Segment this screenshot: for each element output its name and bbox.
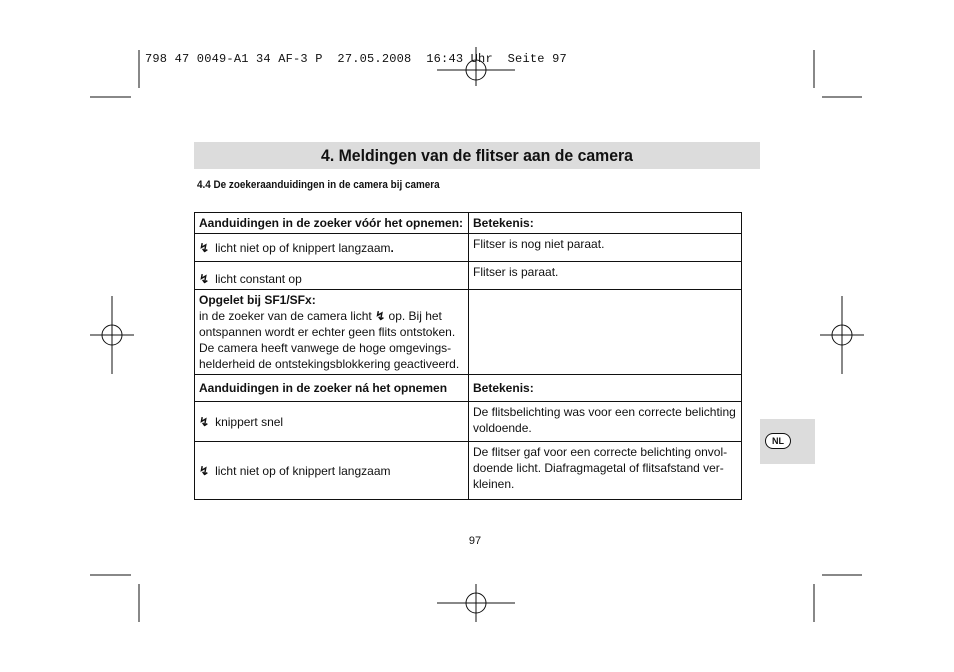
flash-icon: ↯ (199, 463, 210, 478)
table-header-row (195, 375, 742, 402)
indication-cell (195, 402, 469, 442)
flash-icon: ↯ (199, 272, 210, 286)
note-empty-cell (469, 290, 742, 375)
note-line: ontspannen wordt er echter geen flits ontstoken. (199, 325, 456, 339)
header-meaning: Betekenis: (469, 375, 742, 402)
page-number: 97 (468, 535, 482, 547)
print-header: 798 47 0049-A1 34 AF-3 P 27.05.2008 16:43 Uhr Seite 97 (145, 52, 567, 66)
header-indication-before: Aanduidingen in de zoeker vóór het opnemen: (195, 213, 469, 234)
note-line: De camera heeft vanwege de hoge omgevings- (199, 341, 452, 355)
note-label: Opgelet bij SF1/SFx: (199, 293, 316, 307)
subsection-title: 4.4 De zoekeraanduidingen in de camera bij camera (197, 179, 440, 191)
table-row (195, 442, 742, 500)
registration-mark-left (90, 296, 134, 374)
table-row (195, 234, 742, 262)
registration-mark-bottom (437, 584, 515, 622)
note-line: in de zoeker van de camera licht ↯ op. Bij het (199, 309, 442, 323)
indication-cell (195, 262, 469, 290)
indication-cell (195, 234, 469, 262)
registration-mark-right (820, 296, 864, 374)
flash-icon: ↯ (199, 240, 210, 255)
note-row (195, 290, 742, 375)
table-header-row (195, 213, 742, 234)
indication-text: licht constant op (215, 272, 302, 286)
indication-text: licht niet op of knippert langzaam (215, 240, 391, 255)
header-indication-after: Aanduidingen in de zoeker ná het opnemen (195, 375, 469, 402)
meaning-cell: Flitser is nog niet paraat. (469, 234, 742, 262)
header-meaning: Betekenis: (469, 213, 742, 234)
section-title: 4. Meldingen van de flitser aan de camera (321, 146, 633, 165)
indication-cell (195, 442, 469, 500)
flash-icon: ↯ (199, 414, 210, 429)
flash-icon: ↯ (375, 309, 386, 323)
viewfinder-indications-table (194, 212, 742, 500)
meaning-cell: De flitsbelichting was voor een correcte belichting voldoende. (469, 402, 742, 442)
language-badge: NL (765, 433, 791, 449)
indication-text: licht niet op of knippert langzaam (215, 463, 391, 478)
table-row (195, 262, 742, 290)
table-row (195, 402, 742, 442)
indication-suffix: . (390, 240, 394, 255)
indication-text: knippert snel (215, 414, 284, 429)
note-cell (195, 290, 469, 375)
meaning-cell: Flitser is paraat. (469, 262, 742, 290)
meaning-cell: De flitser gaf voor een correcte belichting onvol- doende licht. Diafragmagetal of flitsafstand ver- kleinen. (469, 442, 742, 500)
note-line: helderheid de ontstekingsblokkering geactiveerd. (199, 357, 460, 371)
